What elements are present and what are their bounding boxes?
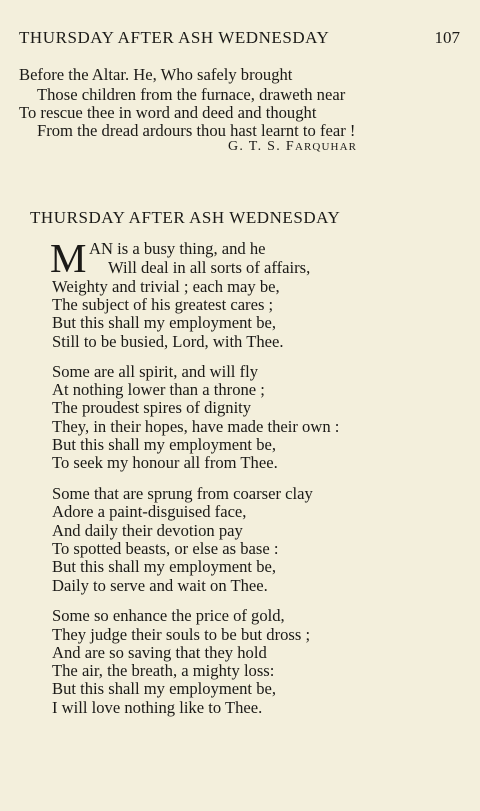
poem-line: Adore a paint-disguised face, (52, 502, 247, 521)
running-head (19, 28, 460, 52)
poem-line: AN is a busy thing, and he (89, 239, 266, 258)
poem-line: They, in their hopes, have made their own : (52, 417, 340, 436)
poem-line: But this shall my employment be, (52, 557, 276, 576)
poem-line: To spotted beasts, or else as base : (52, 539, 279, 558)
poem-line: At nothing lower than a throne ; (52, 380, 265, 399)
poem-line: They judge their souls to be but dross ; (52, 625, 311, 644)
preceding-poem-line: Those children from the furnace, draweth near (37, 85, 346, 104)
running-head-title: THURSDAY AFTER ASH WEDNESDAY (19, 28, 330, 47)
poem-line: Some that are sprung from coarser clay (52, 484, 313, 503)
attribution-initials: G. T. S. F (228, 139, 295, 154)
poem-line: Some are all spirit, and will fly (52, 362, 258, 381)
poem-line: Will deal in all sorts of affairs, (108, 258, 311, 277)
poem-line: The air, the breath, a mighty loss: (52, 661, 275, 680)
poem-line: The proudest spires of dignity (52, 398, 252, 417)
poem-line: And are so saving that they hold (52, 643, 267, 662)
page-number: 107 (434, 28, 460, 47)
poem-line: But this shall my employment be, (52, 679, 276, 698)
drop-cap: M (50, 235, 87, 281)
poem-line: Daily to serve and wait on Thee. (52, 576, 268, 595)
poem-line: But this shall my employment be, (52, 435, 276, 454)
preceding-poem-line: From the dread ardours thou hast learnt to fear ! (37, 121, 356, 140)
poem-line: And daily their devotion pay (52, 521, 243, 540)
poem-line: Some so enhance the price of gold, (52, 606, 285, 625)
poem-line: To seek my honour all from Thee. (52, 453, 278, 472)
preceding-poem-line: Before the Altar. He, Who safely brought (19, 65, 293, 84)
poem-line: Weighty and trivial ; each may be, (52, 277, 280, 296)
section-title: THURSDAY AFTER ASH WEDNESDAY (30, 208, 341, 227)
poem-line: I will love nothing like to Thee. (52, 698, 263, 717)
preceding-poem-line: To rescue thee in word and deed and thought (19, 103, 317, 122)
poem-line: But this shall my employment be, (52, 313, 276, 332)
poem-line: The subject of his greatest cares ; (52, 295, 274, 314)
attribution (228, 139, 357, 155)
poem-line: Still to be busied, Lord, with Thee. (52, 332, 284, 351)
attribution-surname: ARQUHAR (294, 141, 358, 153)
